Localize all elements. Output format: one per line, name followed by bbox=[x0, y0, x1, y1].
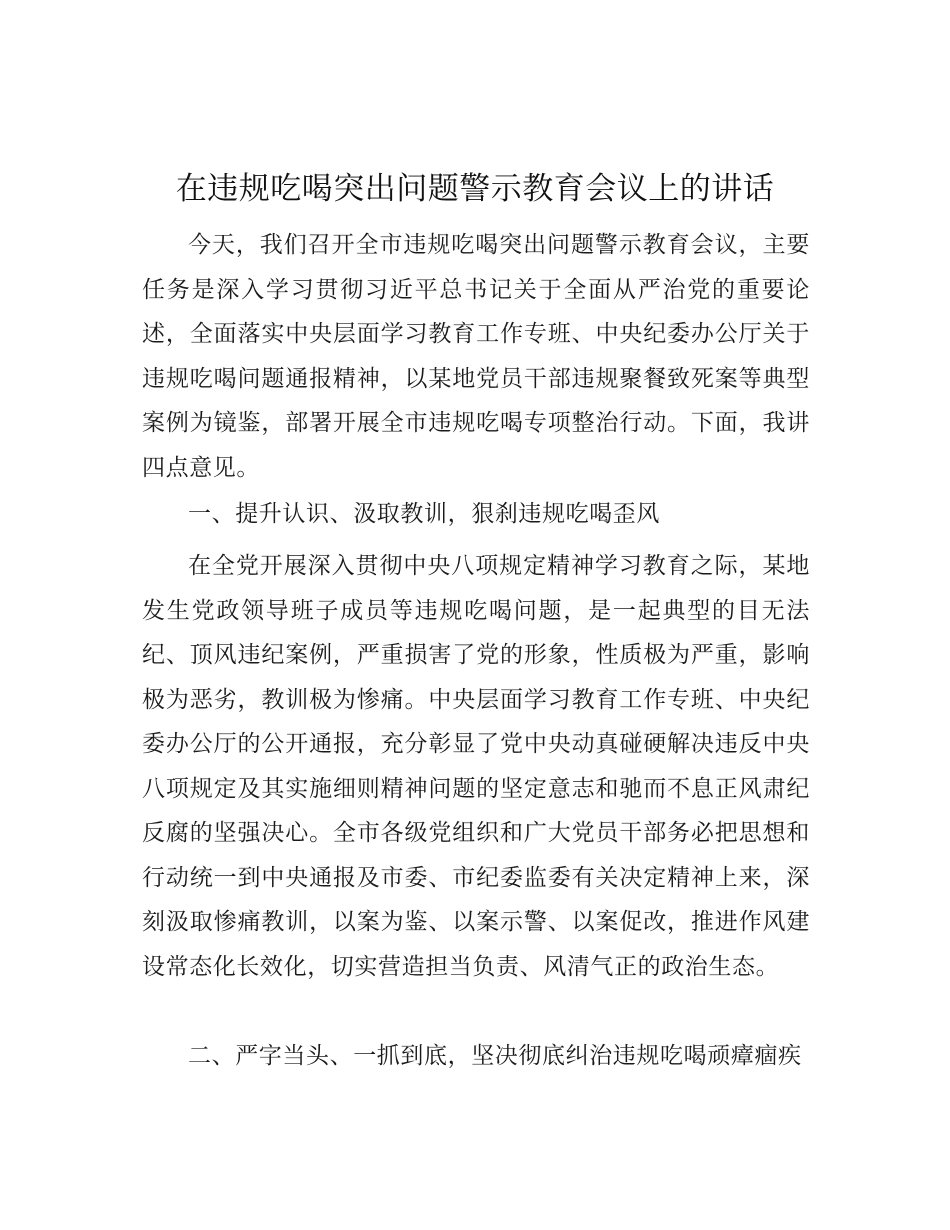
section-heading-1: 一、提升认识、汲取教训，狠刹违规吃喝歪风 bbox=[188, 501, 660, 527]
section-heading-2: 二、严字当头、一抓到底，坚决彻底纠治违规吃喝顽瘴痼疾 bbox=[188, 1043, 802, 1069]
section-1-paragraph: 在全党开展深入贯彻中央八项规定精神学习教育之际，某地发生党政领导班子成员等违规吃喝问题，是一起典型的目无法纪、顶风违纪案例，严重损害了党的形象，性质极为严重，影响极为恶劣，教训极为惨痛。中央层面学习教育工作专班、中央纪委办公厅的公开通报，充分彰显了党中央动真碰硬解决违反中央八项规定及其实施细则精神问题的坚定意志和驰而不息正风肃纪反腐的坚强决心。全市各级党组织和广大党员干部务必把思想和行动统一到中央通报及市委、市纪委监委有关决定精神上来，深刻汲取惨痛教训，以案为鉴、以案示警、以案促改，推进作风建设常态化长效化，切实营造担当负责、风清气正的政治生态。 bbox=[142, 553, 810, 980]
intro-paragraph: 今天，我们召开全市违规吃喝突出问题警示教育会议，主要任务是深入学习贯彻习近平总书记关于全面从严治党的重要论述，全面落实中央层面学习教育工作专班、中央纪委办公厅关于违规吃喝问题通报精神，以某地党员干部违规聚餐致死案等典型案例为镜鉴，部署开展全市违规吃喝专项整治行动。下面，我讲四点意见。 bbox=[142, 232, 810, 481]
document-title: 在违规吃喝突出问题警示教育会议上的讲话 bbox=[175, 171, 775, 207]
